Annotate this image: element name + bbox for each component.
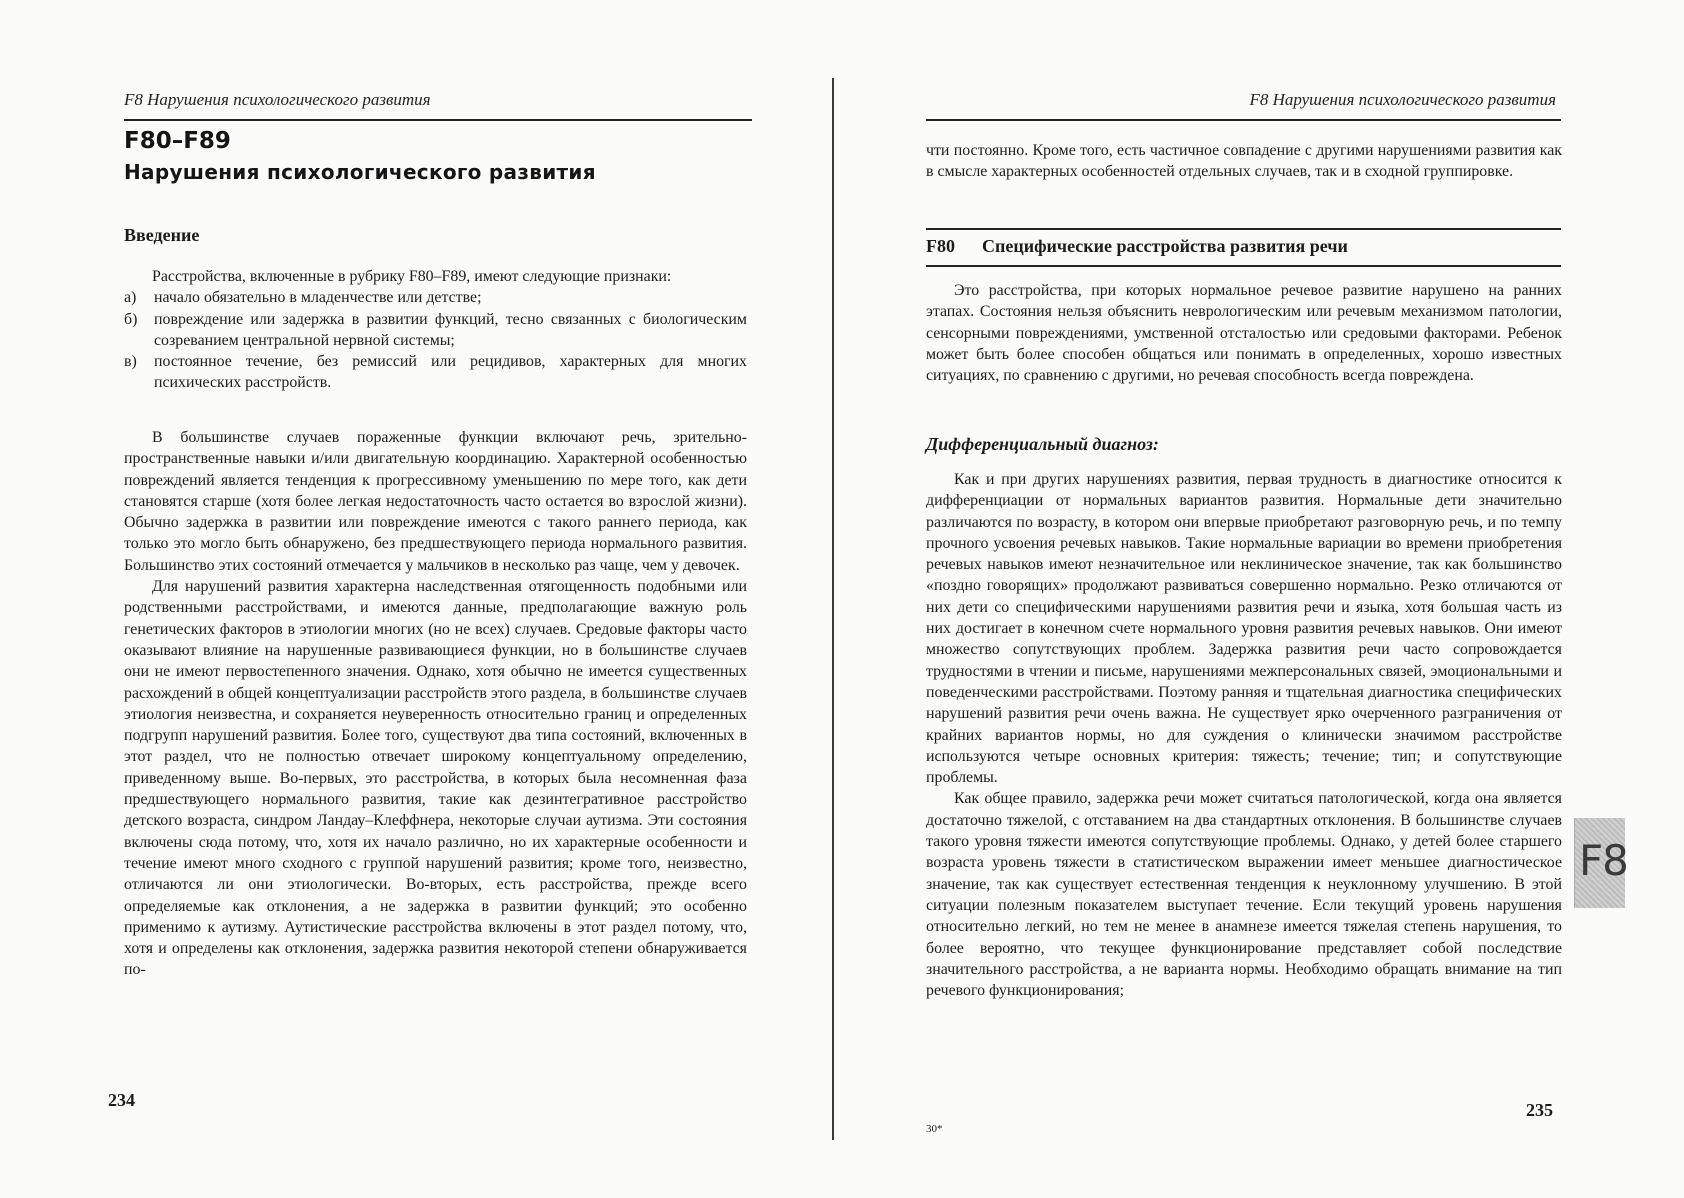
list-item xyxy=(124,287,747,308)
section-rule-bottom xyxy=(926,265,1561,267)
signs-list xyxy=(124,287,747,393)
block-title: Нарушения психологического развития xyxy=(124,160,596,184)
intro-paragraph: Расстройства, включенные в рубрику F80–F89, имеют следующие признаки: xyxy=(152,268,672,285)
list-item xyxy=(124,309,747,352)
page-number: 235 xyxy=(1526,1100,1553,1120)
section-heading xyxy=(926,236,1348,257)
signature-mark: 30* xyxy=(926,1123,943,1135)
list-item xyxy=(124,351,747,394)
header-rule xyxy=(124,119,752,121)
paragraph: чти постоянно. Кроме того, есть частичное совпадение с другими нарушениями развития как в смысле характерных особенностей отдельных случаев, так и в сходной группировке. xyxy=(926,142,1562,181)
intro-text xyxy=(124,266,747,394)
block-code: F80–F89 xyxy=(124,128,231,154)
running-head: F8 Нарушения психологического развития xyxy=(1249,90,1556,109)
diff-diagnosis-text xyxy=(926,469,1562,1001)
section-title: Специфические расстройства развития речи xyxy=(982,236,1348,256)
thumb-tab-label: F8 xyxy=(1579,836,1628,885)
list-marker: а) xyxy=(124,289,137,307)
running-head: F8 Нарушения психологического развития xyxy=(124,90,431,109)
section-intro xyxy=(926,280,1562,386)
diff-diagnosis-heading: Дифференциальный диагноз: xyxy=(926,434,1159,454)
paragraph: Это расстройства, при которых нормальное речевое развитие нарушено на ранних этапах. Состояния нельзя объяснить неврологическим или речевым механизмом патологии, сенсорными повреждениями, умственной отсталостью или средовыми факторами. Ребенок может быть более способен общаться или понимать в определенных, хорошо известных ситуациях, по сравнению с другими, но речевая способность всегда повреждена. xyxy=(926,282,1562,385)
page-number: 234 xyxy=(108,1090,135,1110)
body-text xyxy=(124,427,747,981)
list-item-text: повреждение или задержка в развитии функций, тесно связанных с биологическим созреванием центральной нервной системы; xyxy=(154,310,747,349)
header-rule xyxy=(926,119,1561,121)
list-marker: в) xyxy=(124,353,137,371)
section-code: F80 xyxy=(926,236,955,256)
paragraph: В большинстве случаев пораженные функции включают речь, зрительно-пространственные навыки и/или двигательную координацию. Характерной особенностью повреждений является тенденция к прогрессивному уменьшению по мере того, как дети становятся старше (хотя более легкая недостаточность часто остается во взрослой жизни). Обычно задержка в развитии или повреждение имеются с такого раннего периода, как только это могло быть обнаружено, без предшествующего периода нормального развития. Большинство этих состояний отмечается у мальчиков в несколько раз чаще, чем у девочек. xyxy=(124,429,747,574)
paragraph: Как и при других нарушениях развития, первая трудность в диагностике относится к дифференциации от нормальных вариантов развития. Нормальные дети значительно различаются по возрасту, в котором они впервые приобретают разговорную речь, и по темпу прочного усвоения речевых навыков. Такие нормальные вариации во времени приобретения речевых навыков имеют незначительное или неклиническое значение, так как большинство «поздно говорящих» продолжают развиваться совершенно нормально. Резко отличаются от них дети со специфическими нарушениями развития речи и языка, хотя большая часть из них достигает в конечном счете нормального уровня развития речевых навыков. Они имеют множество сопутствующих проблем. Задержка развития речи часто сопровождается трудностями в чтении и письме, нарушениями межперсональных связей, эмоциональными и поведенческими расстройствами. Поэтому ранняя и тщательная диагностика специфических нарушений развития речи очень важна. Не существует ярко очерченного разграничения от крайних вариантов нормы, но для суждения о клинически значимом расстройстве используются четыре основных критерия: тяжесть; течение; тип; и сопутствующие проблемы. xyxy=(926,471,1562,787)
intro-heading: Введение xyxy=(124,225,200,245)
left-page xyxy=(0,0,830,1198)
continuation-text xyxy=(926,140,1562,183)
list-marker: б) xyxy=(124,310,138,328)
list-item-text: начало обязательно в младенчестве или детстве; xyxy=(154,289,482,307)
paragraph: Как общее правило, задержка речи может считаться патологической, когда она является достаточно тяжелой, с отставанием на два стандартных отклонения. В большинстве случаев такого уровня тяжести имеются сопутствующие проблемы. Однако, у детей более старшего возраста уровень тяжести в статистическом выражении имеет меньшее диагностическое значение, так как существует естественная тенденция к неуклонному улучшению. В этой ситуации полезным показателем выступает течение. Если текущий уровень нарушения относительно легкий, но тем не менее в анамнезе имеется тяжелая степень нарушения, то более вероятно, что текущее функционирование представляет собой последствие значительного расстройства, а не варианта нормы. Необходимо обращать внимание на тип речевого функционирования; xyxy=(926,790,1562,1000)
list-item-text: постоянное течение, без ремиссий или рецидивов, характерных для многих психических расстройств. xyxy=(154,353,747,392)
paragraph: Для нарушений развития характерна наследственная отягощенность подобными или родственными расстройствами, и имеются данные, предполагающие важную роль генетических факторов в этиологии многих (но не всех) случаев. Средовые факторы часто оказывают влияние на нарушенные развивающиеся функции, но в большинстве случаев они не имеют первостепенного значения. Однако, хотя обычно не имеется существенных расхождений в общей концептуализации расстройств этого раздела, в большинстве случаев этиология неизвестна, и сохраняется неуверенность относительно границ и определенных подгрупп нарушений развития. Более того, существуют два типа состояний, включенных в этот раздел, что не полностью отвечает широкому концептуальному определению, приведенному выше. Во-первых, это расстройства, в которых была несомненная фаза предшествующего нормального развития, такие как дезинтегративное расстройство детского возраста, синдром Ландау–Клеффнера, некоторые случаи аутизма. Эти состояния включены сюда потому, что, хотя их начало различно, но их характерные особенности и течение имеют много сходного с группой нарушений развития; кроме того, неизвестно, отличаются ли они этиологически. Во-вторых, есть расстройства, прежде всего определяемые как отклонения, а не задержка в развитии функций; это особенно применимо к аутизму. Аутистические расстройства включены в этот раздел потому, что, хотя и определены как отклонения, задержка развития некоторой степени обнаруживается по- xyxy=(124,578,747,979)
chapter-thumb-tab xyxy=(1574,818,1628,908)
section-rule-top xyxy=(926,228,1561,230)
right-page xyxy=(834,0,1684,1198)
